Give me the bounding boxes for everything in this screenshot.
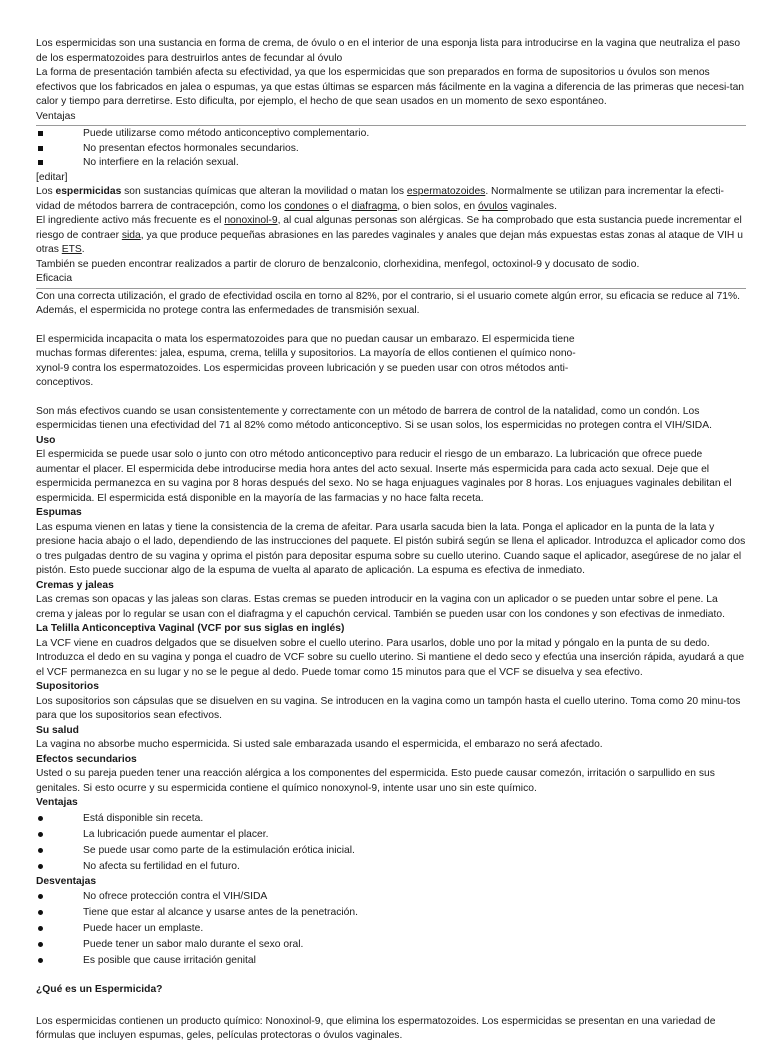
round-bullet-icon	[38, 953, 50, 969]
list-item: No afecta su fertilidad en el futuro.	[36, 859, 746, 875]
eficacia-label: Eficacia	[36, 272, 746, 289]
list-item: La lubricación puede aumentar el placer.	[36, 827, 746, 843]
uso-heading: Uso	[36, 434, 56, 446]
salud-heading: Su salud	[36, 724, 79, 736]
wiki-paragraph-2: El ingrediente activo más frecuente es el nonoxinol-9, al cual algunas personas son alérgicas. Se ha comprobado que esta sustancia puede incrementar el riesgo de contraer sida, ya que produce pequeñas abrasiones en las paredes vaginales y anales que dejan más expuestas estas zonas al ataque de VIH u otras ETS.	[36, 215, 743, 255]
desventajas-list	[36, 889, 746, 969]
editar-link[interactable]: [editar]	[36, 171, 68, 183]
round-bullet-icon	[38, 843, 50, 859]
telilla-heading: La Telilla Anticonceptiva Vaginal (VCF por sus siglas en inglés)	[36, 623, 345, 634]
list-item: Es posible que cause irritación genital	[36, 953, 746, 969]
espumas-heading: Espumas	[36, 507, 82, 518]
square-bullet-icon	[38, 142, 50, 157]
list-item: Tiene que estar al alcance y usarse antes de la penetración.	[36, 905, 746, 921]
round-bullet-icon	[38, 905, 50, 921]
block3-paragraph-1: Los espermicidas contienen un producto químico: Nonoxinol-9, que elimina los espermatozoides. Los espermicidas se presentan en una variedad de fórmulas que incluyen espumas, geles, películas protectoras o óvulos vaginales.	[36, 1015, 716, 1041]
salud-paragraph: La vagina no absorbe mucho espermicida. Si usted sale embarazada usando el espermicida, el embarazo no será afectado.	[36, 739, 603, 750]
block2-paragraph-2: Son más efectivos cuando se usan consistentemente y correctamente con un método de barrera de control de la natalidad, como un condón. Los espermicidas tienen una efectividad del 71 al 82% como método anticonceptivo. Si se usan solos, los espermicidas no protegen contra el VIH/SIDA.	[36, 405, 712, 431]
diafragma-link[interactable]: diafragma	[351, 200, 398, 212]
square-bullet-icon	[38, 127, 50, 142]
list-item: Puede utilizarse como método anticonceptivo complementario.	[36, 127, 746, 142]
list-item: Se puede usar como parte de la estimulación erótica inicial.	[36, 843, 746, 859]
eficacia-paragraph: Con una correcta utilización, el grado de efectividad oscila en torno al 82%, por el contrario, si el usuario comete algún error, su eficacia se reduce al 71%. Además, el espermicida no protege contra las enfermedades de transmisión sexual.	[36, 290, 741, 316]
nonoxinol-link[interactable]: nonoxinol-9	[224, 215, 278, 226]
round-bullet-icon	[38, 921, 50, 937]
round-bullet-icon	[38, 889, 50, 905]
question-heading: ¿Qué es un Espermicida?	[36, 984, 163, 995]
efectos-heading: Efectos secundarios	[36, 753, 137, 765]
desventajas-heading: Desventajas	[36, 875, 97, 887]
ventajas-list-1	[36, 127, 746, 171]
document-page	[36, 37, 746, 1044]
ovulos-link[interactable]: óvulos	[477, 200, 508, 212]
square-bullet-icon	[38, 156, 50, 171]
espermatozoides-link[interactable]: espermatozoides	[406, 186, 486, 197]
efectos-paragraph: Usted o su pareja pueden tener una reacción alérgica a los componentes del espermicida. Esto puede causar comezón, irritación o sarpullido en sus genitales. Si esto ocurre y su espermicida contiene el químico nonoxynol-9, intente usar uno sin este químico.	[36, 768, 715, 794]
list-item: Puede hacer un emplaste.	[36, 921, 746, 937]
telilla-paragraph: La VCF viene en cuadros delgados que se disuelven sobre el cuello uterino. Para usarlos, doble uno por la mitad y póngalo en la punta de su dedo. Introduzca el dedo en su vagina y ponga el cuadro de VCF sobre su cuello uterino. Si mantiene el dedo seco y efectúa una inserción rápida, ayudará a que el VCF permanezca en su lugar y no se le pegue al dedo. Puede tomar como 15 minutos para que el VCF se disuelva y sea efectivo.	[36, 637, 745, 678]
condones-link[interactable]: condones	[284, 200, 330, 212]
wiki-paragraph-1: Los espermicidas son sustancias químicas que alteran la movilidad o matan los espermatozoides. Normalmente se utilizan para incrementar la efecti-vidad de métodos barrera de contracepción, como los condones o el diafragma, o bien solos, en óvulos vaginales.	[36, 186, 724, 212]
uso-paragraph: El espermicida se puede usar solo o junto con otro método anticonceptivo para reducir el riesgo de un embarazo. La lubricación que ofrece puede aumentar el placer. El espermicida debe introducirse media hora antes del acto sexual. Inserte más espermicida para cada acto sexual. Deje que el espermicida permanezca en su vagina por 8 horas después del sexo. No se haga enjuagues vaginales por 8 horas. Los enjuagues vaginales debilitan el espermicida. El espermicida está disponible en la mayoría de las farmacias y no hace falta receta.	[36, 449, 732, 504]
ets-link[interactable]: ETS	[61, 244, 82, 255]
espumas-paragraph: Las espuma vienen en latas y tiene la consistencia de la crema de afeitar. Para usarla sacuda bien la lata. Ponga el aplicador en la punta de la lata y presione hacia abajo o el lado, dependiendo de las instrucciones del paquete. El pistón subirá según se llena el aplicador. Introduzca el aplicador como dos o tres pulgadas dentro de su vagina y oprima el pistón para depositar espuma sobre su cuello uterino. Cuando saque el aplicador, asegúrese de no jalar el pistón. Esto puede succionar algo de la espuma de vuelta al aparato de aplicación. La espuma es efectiva de inmediato.	[36, 521, 746, 576]
round-bullet-icon	[38, 859, 50, 875]
list-item: Está disponible sin receta.	[36, 811, 746, 827]
wiki-paragraph-3: También se pueden encontrar realizados a partir de cloruro de benzalconio, clorhexidina, menfegol, octoxinol-9 y docusato de sodio.	[36, 258, 640, 270]
cremas-paragraph: Las cremas son opacas y las jaleas son claras. Estas cremas se pueden introducir en la vagina con un aplicador o se pueden untar sobre el pene. La crema y jaleas por lo regular se usan con el diafragma y el capuchón cervical. También se pueden usar con los condones y son efectivas de inmediato.	[36, 594, 725, 620]
block2-paragraph-1: El espermicida incapacita o mata los espermatozoides para que no puedan causar un embarazo. El espermicida tiene muchas formas diferentes: jalea, espuma, crema, telilla y supositorios. La mayoría de ellos contienen el químico nono-xynol-9 contra los espermatozoides. Los espermicidas proveen lubricación y se pueden usar con otros métodos anti-conceptivos.	[36, 333, 576, 388]
supositorios-paragraph: Los supositorios son cápsulas que se disuelven en su vagina. Se introducen en la vagina como un tampón hasta el cuello uterino. Toma como 20 minu-tos para que los supositorios sean efectivos.	[36, 695, 741, 721]
ventajas-label-1: Ventajas	[36, 110, 746, 127]
list-item: Puede tener un sabor malo durante el sexo oral.	[36, 937, 746, 953]
list-item: No presentan efectos hormonales secundarios.	[36, 142, 746, 157]
ventajas-heading-2: Ventajas	[36, 797, 78, 808]
round-bullet-icon	[38, 937, 50, 953]
list-item: No ofrece protección contra el VIH/SIDA	[36, 889, 746, 905]
intro-paragraph-1: Los espermicidas son una sustancia en forma de crema, de óvulo o en el interior de una esponja lista para introducirse en la vagina que neutraliza el paso de los espermatozoides para destruirlos antes de fecundar al óvulo	[36, 38, 741, 64]
round-bullet-icon	[38, 827, 50, 843]
list-item: No interfiere en la relación sexual.	[36, 156, 746, 171]
ventajas-list-2	[36, 811, 746, 875]
supositorios-heading: Supositorios	[36, 681, 99, 692]
intro-paragraph-2: La forma de presentación también afecta su efectividad, ya que los espermicidas que son preparados en forma de supositorios u óvulos son menos efectivos que los fabricados en jalea o espumas, ya que estas últimas se esparcen más fácilmente en la vagina a diferencia de las primeras que necesi-tan calor y tiempo para derretirse. Esto dificulta, por ejemplo, el hecho de que sean usados en un momento de sexo espontáneo.	[36, 67, 745, 107]
cremas-heading: Cremas y jaleas	[36, 579, 114, 591]
sida-link[interactable]: sida	[121, 229, 141, 241]
round-bullet-icon	[38, 811, 50, 827]
